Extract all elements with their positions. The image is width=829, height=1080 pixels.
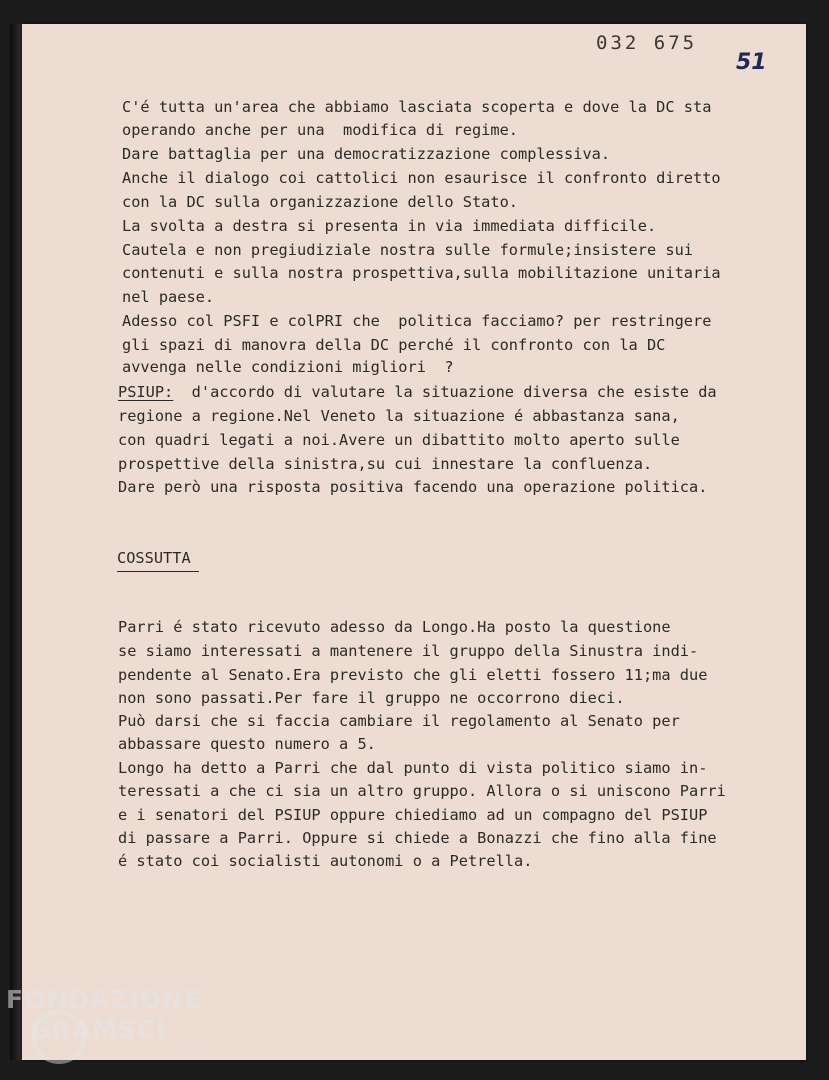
text-line: Parri é stato ricevuto adesso da Longo.Ha posto la questione <box>118 618 671 636</box>
watermark <box>6 985 205 1059</box>
text-line: non sono passati.Per fare il gruppo ne occorrono dieci. <box>118 689 625 707</box>
text-line: operando anche per una modifica di regime. <box>122 121 519 139</box>
archive-number-stamp: 032 675 <box>596 32 698 54</box>
psiup-line <box>118 383 717 401</box>
text-line: Può darsi che si faccia cambiare il regolamento al Senato per <box>118 712 680 730</box>
watermark-line-1: FONDAZIONE <box>6 985 203 1014</box>
text-line: pendente al Senato.Era previsto che gli eletti fossero 11;ma due <box>118 666 708 684</box>
text-line: e i senatori del PSIUP oppure chiediamo ad un compagno del PSIUP <box>118 806 708 824</box>
text-line: Longo ha detto a Parri che dal punto di vista politico siamo in- <box>118 759 708 777</box>
text-line: Dare però una risposta positiva facendo una operazione politica. <box>118 478 708 496</box>
text-line: con la DC sulla organizzazione dello Stato. <box>122 193 519 211</box>
text-line: se siamo interessati a mantenere il gruppo della Sinustra indi- <box>118 642 699 660</box>
text-line: Anche il dialogo coi cattolici non esaurisce il confronto diretto <box>122 169 721 187</box>
psiup-label: PSIUP: <box>118 383 174 401</box>
text-line: abbassare questo numero a 5. <box>118 735 376 753</box>
text-line: nel paese. <box>122 288 215 306</box>
text-line: d'accordo di valutare la situazione diversa che esiste da <box>173 383 717 401</box>
text-line: Adesso col PSFI e colPRI che politica facciamo? per restringere <box>122 312 712 330</box>
text-line: La svolta a destra si presenta in via immediata difficile. <box>122 217 657 235</box>
text-line: Cautela e non pregiudiziale nostra sulle formule;insistere sui <box>122 241 693 259</box>
text-line: teressati a che ci sia un altro gruppo. Allora o si uniscono Parri <box>118 782 726 800</box>
text-line: di passare a Parri. Oppure si chiede a Bonazzi che fino alla fine <box>118 829 717 847</box>
text-line: avvenga nelle condizioni migliori ? <box>122 358 454 376</box>
watermark-line-3: onlus <box>178 1048 205 1059</box>
section-heading-cossutta: COSSUTTA <box>117 549 199 572</box>
text-line: é stato coi socialisti autonomi o a Petrella. <box>118 852 533 870</box>
handwritten-page-number: 51 <box>736 50 767 75</box>
text-line: contenuti e sulla nostra prospettiva,sulla mobilitazione unitaria <box>122 264 721 282</box>
text-line: regione a regione.Nel Veneto la situazione é abbastanza sana, <box>118 407 680 425</box>
text-line: prospettive della sinistra,su cui innestare la confluenza. <box>118 455 653 473</box>
text-line: con quadri legati a noi.Avere un dibattito molto aperto sulle <box>118 431 680 449</box>
text-line: gli spazi di manovra della DC perché il confronto con la DC <box>122 336 666 354</box>
document-page <box>22 24 806 1060</box>
text-line: C'é tutta un'area che abbiamo lasciata scoperta e dove la DC sta <box>122 98 712 116</box>
text-line: Dare battaglia per una democratizzazione complessiva. <box>122 145 611 163</box>
watermark-line-2: GRAMSCI <box>30 1015 167 1044</box>
